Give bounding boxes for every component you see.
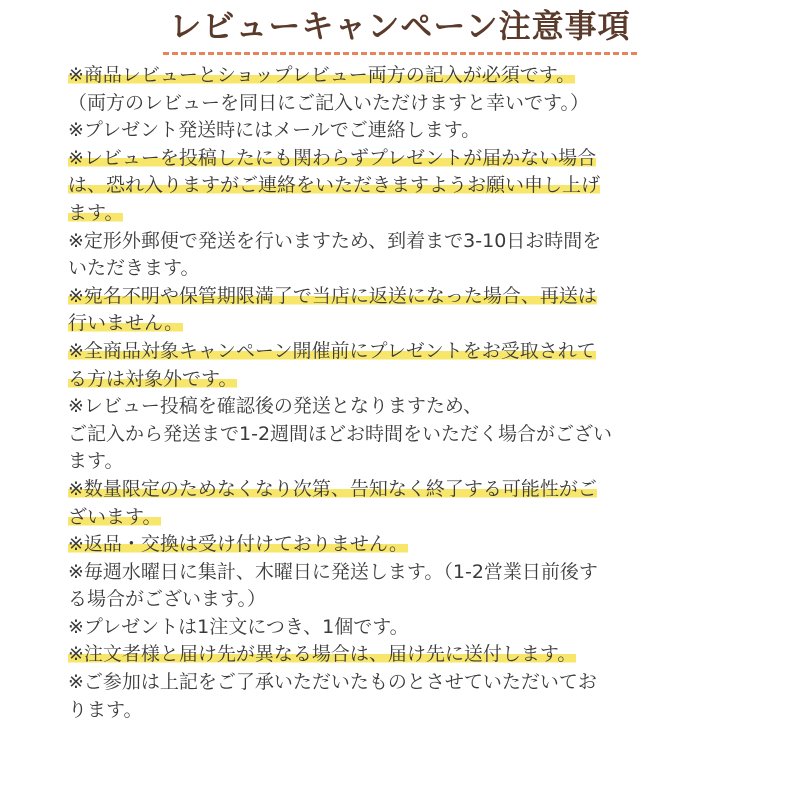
highlighted-note-text: ※レビューを投稿したにも関わらずプレゼントが届かない場合 xyxy=(68,146,597,169)
note-line xyxy=(68,255,748,283)
note-text: ※プレゼント発送時にはメールでご連絡します。 xyxy=(68,119,481,142)
note-text: いただきます。 xyxy=(68,257,200,280)
note-line xyxy=(68,366,748,394)
note-line xyxy=(68,614,748,642)
title-container xyxy=(0,6,800,55)
page-title: レビューキャンペーン注意事項 xyxy=(163,6,636,55)
highlighted-note-text: ※注文者様と届け先が異なる場合は、届け先に送付します。 xyxy=(68,643,577,666)
highlighted-note-text: ます。 xyxy=(68,201,124,224)
highlighted-note-text: ざいます。 xyxy=(68,505,162,528)
note-line xyxy=(68,504,748,532)
highlighted-note-text: ※全商品対象キャンペーン開催前にプレゼントをお受取されて xyxy=(68,339,596,362)
note-line xyxy=(68,310,748,338)
note-text: （両方のレビューを同日にご記入いただけますと幸いです。） xyxy=(68,91,589,114)
note-text: ます。 xyxy=(68,450,124,473)
note-line xyxy=(68,338,748,366)
note-text: ※ご参加は上記をご了承いただいたものとさせていただいてお xyxy=(68,671,597,694)
note-line xyxy=(68,393,748,421)
note-line xyxy=(68,200,748,228)
note-text: ※毎週水曜日に集計、木曜日に発送します。（1-2営業日前後す xyxy=(68,560,598,583)
note-line xyxy=(68,172,748,200)
note-line xyxy=(68,421,748,449)
note-line xyxy=(68,62,748,90)
note-text: る場合がございます。） xyxy=(68,588,266,611)
note-line xyxy=(68,117,748,145)
notes-list xyxy=(68,62,748,724)
highlighted-note-text: は、恐れ入りますがご連絡をいただきますようお願い申し上げ xyxy=(68,174,601,197)
note-line xyxy=(68,586,748,614)
note-line xyxy=(68,228,748,256)
note-line xyxy=(68,531,748,559)
highlighted-note-text: ※宛名不明や保管期限満了で当店に返送になった場合、再送は xyxy=(68,284,597,307)
note-line xyxy=(68,641,748,669)
note-text: ご記入から発送まで1-2週間ほどお時間をいただく場合がござい xyxy=(68,422,613,445)
highlighted-note-text: ※商品レビューとショップレビュー両方の記入が必須です。 xyxy=(68,64,576,86)
note-text: ※レビュー投稿を確認後の発送となりますため、 xyxy=(68,395,483,418)
highlighted-note-text: ※返品・交換は受け付けておりません。 xyxy=(68,533,409,556)
note-line xyxy=(68,448,748,476)
note-text: ります。 xyxy=(68,698,143,721)
note-line xyxy=(68,697,748,725)
highlighted-note-text: る方は対象外です。 xyxy=(68,367,238,390)
note-line xyxy=(68,669,748,697)
note-text: ※定形外郵便で発送を行いますため、到着まで3-10日お時間を xyxy=(68,229,602,252)
highlighted-note-text: 行いません。 xyxy=(68,312,184,335)
note-line xyxy=(68,476,748,504)
note-line xyxy=(68,145,748,173)
note-line xyxy=(68,283,748,311)
highlighted-note-text: ※数量限定のためなくなり次第、告知なく終了する可能性がご xyxy=(68,477,597,500)
note-line xyxy=(68,559,748,587)
note-line xyxy=(68,90,748,118)
note-text: ※プレゼントは1注文につき、1個です。 xyxy=(68,615,409,638)
